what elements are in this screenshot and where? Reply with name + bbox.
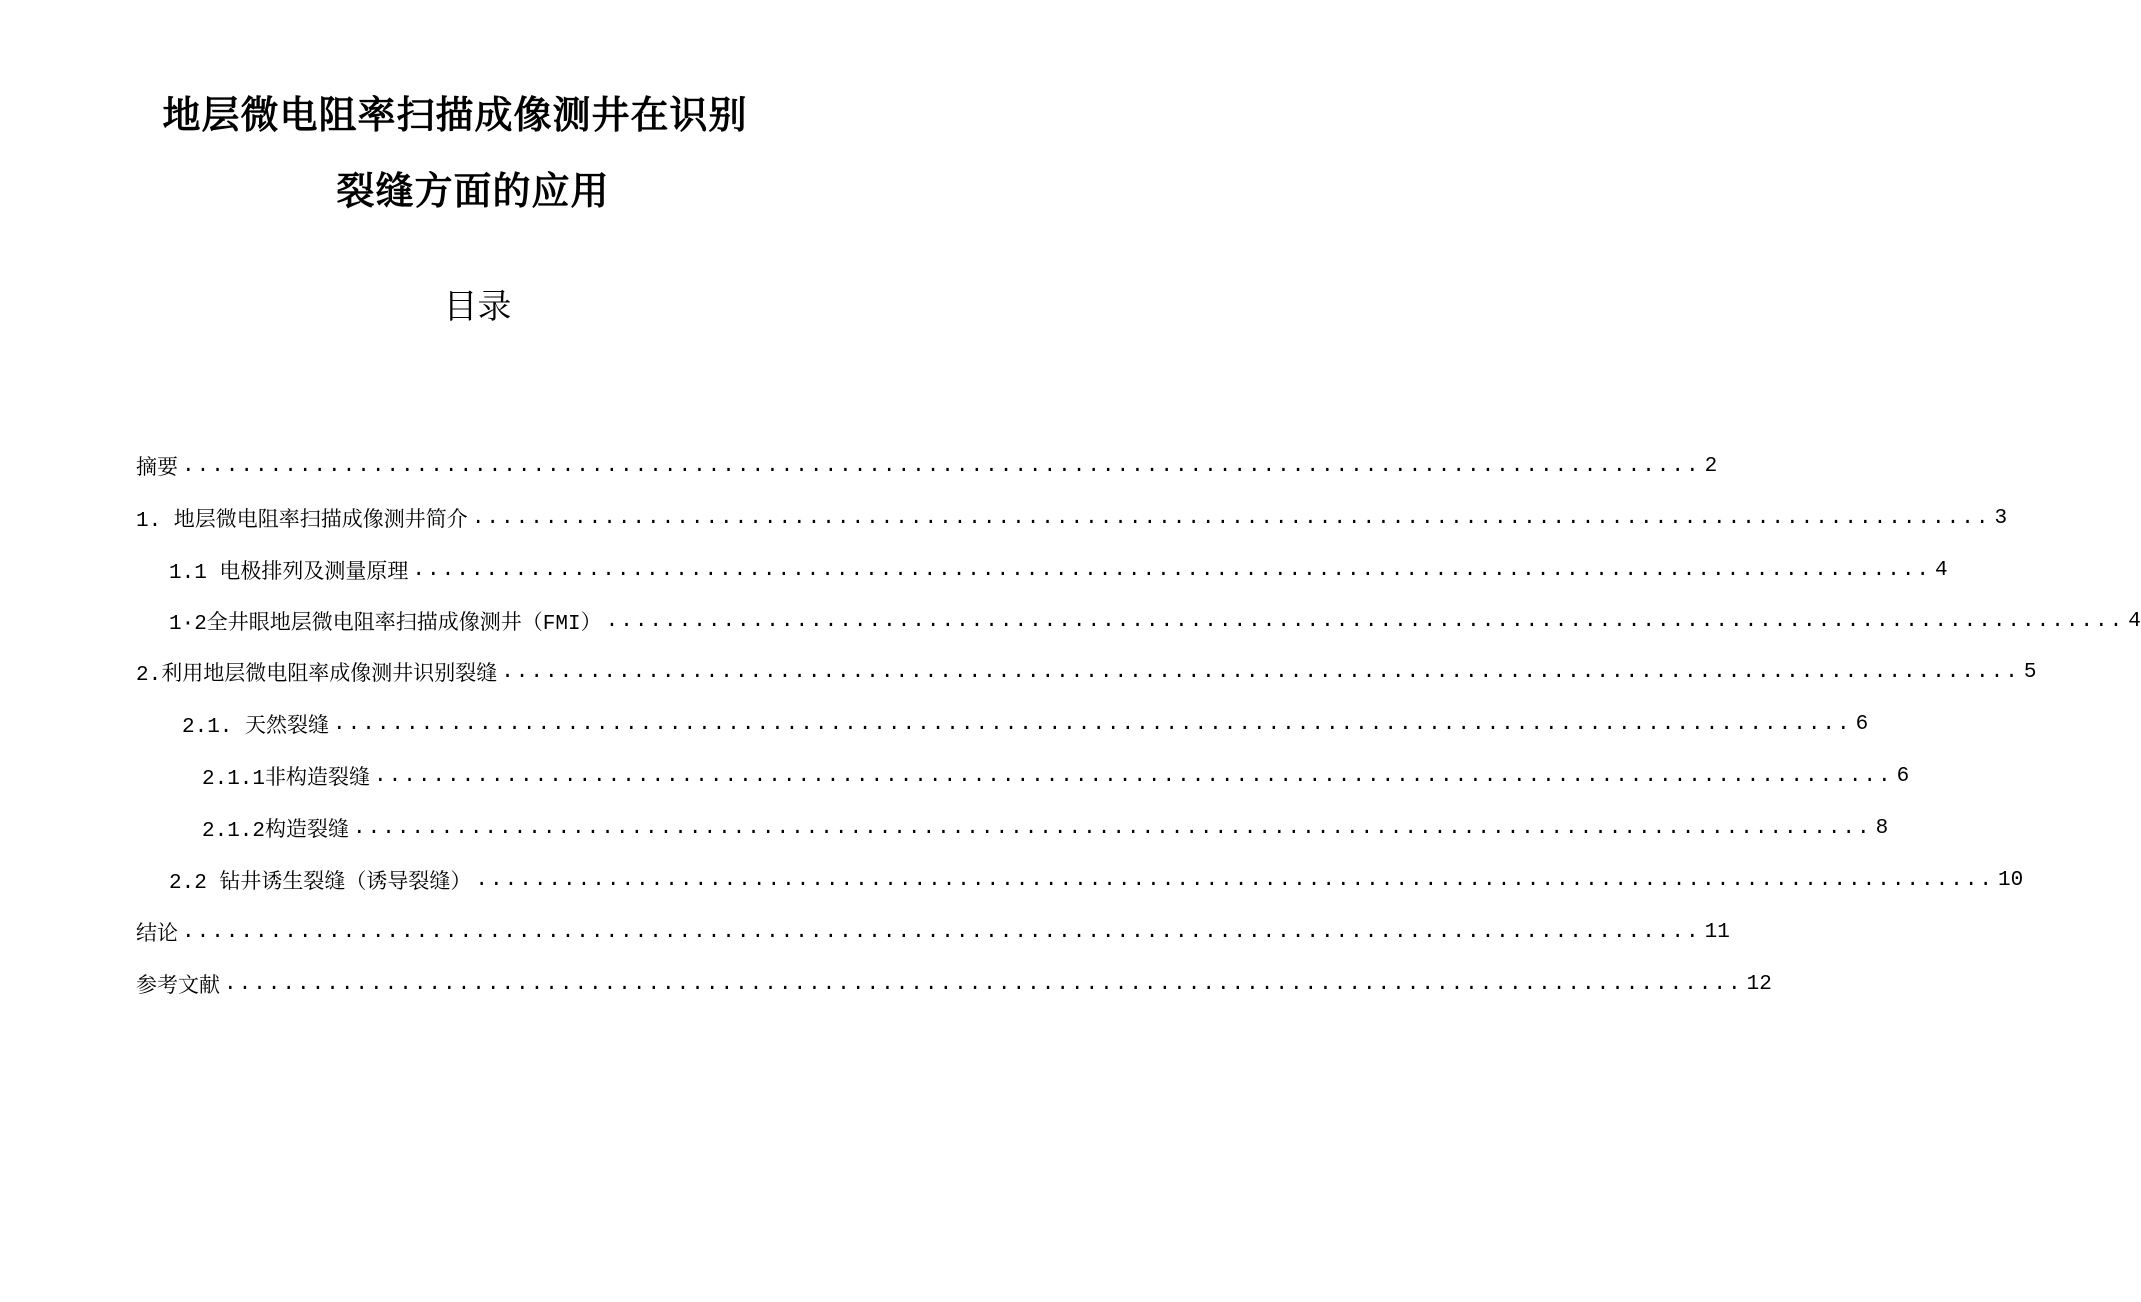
toc-page-number: 5 [2023,660,2037,684]
toc-entry-label: 2.1.1非构造裂缝 [202,768,371,791]
toc-dot-leader: ........................................................................................................ [374,764,1893,788]
toc-page-number: 4 [1935,558,1948,582]
toc-page-number: 4 [2128,609,2141,633]
toc-dot-leader: ........................................................................................................ [182,454,1701,478]
toc-entry-label: 1. 地层微电阻率扫描成像测井简介 [136,510,468,533]
toc-page-number: 6 [1855,712,1869,736]
toc-heading: 目录 [443,287,512,327]
toc-page-number: 8 [1875,816,1889,840]
toc-entry-label: 2.利用地层微电阻率成像测井识别裂缝 [136,664,498,687]
toc-page-number: 2 [1704,454,1718,478]
toc-entry-label: 2.2 钻井诱生裂缝（诱导裂缝） [169,872,472,895]
toc-entry-conclusion[interactable] [136,917,1730,947]
toc-entry-references[interactable] [136,969,1772,999]
toc-entry-section-2-2[interactable] [169,865,2024,895]
toc-page-number: 6 [1896,764,1910,788]
toc-dot-leader: ........................................................................................................ [353,816,1872,840]
toc-dot-leader: ........................................................................................................ [333,712,1852,736]
toc-dot-leader: ........................................................................................................ [471,506,1991,530]
toc-entry-label: 1.1 电极排列及测量原理 [169,562,409,585]
toc-entry-section-2-1[interactable] [182,709,1869,739]
toc-dot-leader: ........................................................................................................ [475,868,1995,892]
toc-entry-section-2-1-1[interactable] [202,761,1910,791]
toc-dot-leader: ........................................................................................................ [605,609,2125,633]
toc-entry-label: 1·2全井眼地层微电阻率扫描成像测井（FMI） [169,613,602,636]
toc-entry-label: 结论 [136,924,178,947]
document-title-line-1: 地层微电阻率扫描成像测井在识别 [162,93,748,137]
toc-entry-section-1-1[interactable] [169,555,1948,585]
toc-dot-leader: ........................................................................................................ [412,558,1932,582]
toc-page-number: 10 [1998,868,2024,892]
toc-dot-leader: ........................................................................................................ [182,920,1701,944]
toc-page-number: 3 [1994,506,2008,530]
toc-entry-abstract[interactable] [136,451,1718,481]
toc-entry-section-1-2[interactable] [169,606,2141,636]
toc-entry-label: 参考文献 [136,976,220,999]
document-title-line-2: 裂缝方面的应用 [336,169,610,213]
toc-page-number: 12 [1746,972,1772,996]
toc-entry-section-2-1-2[interactable] [202,813,1889,843]
toc-page-number: 11 [1704,920,1730,944]
toc-entry-label: 摘要 [136,458,178,481]
toc-entry-label: 2.1. 天然裂缝 [182,716,330,739]
toc-dot-leader: ........................................................................................................ [224,972,1743,996]
toc-dot-leader: ........................................................................................................ [501,660,2020,684]
toc-entry-section-2[interactable] [136,657,2037,687]
toc-entry-label: 2.1.2构造裂缝 [202,820,350,843]
toc-entry-section-1[interactable] [136,503,2008,533]
